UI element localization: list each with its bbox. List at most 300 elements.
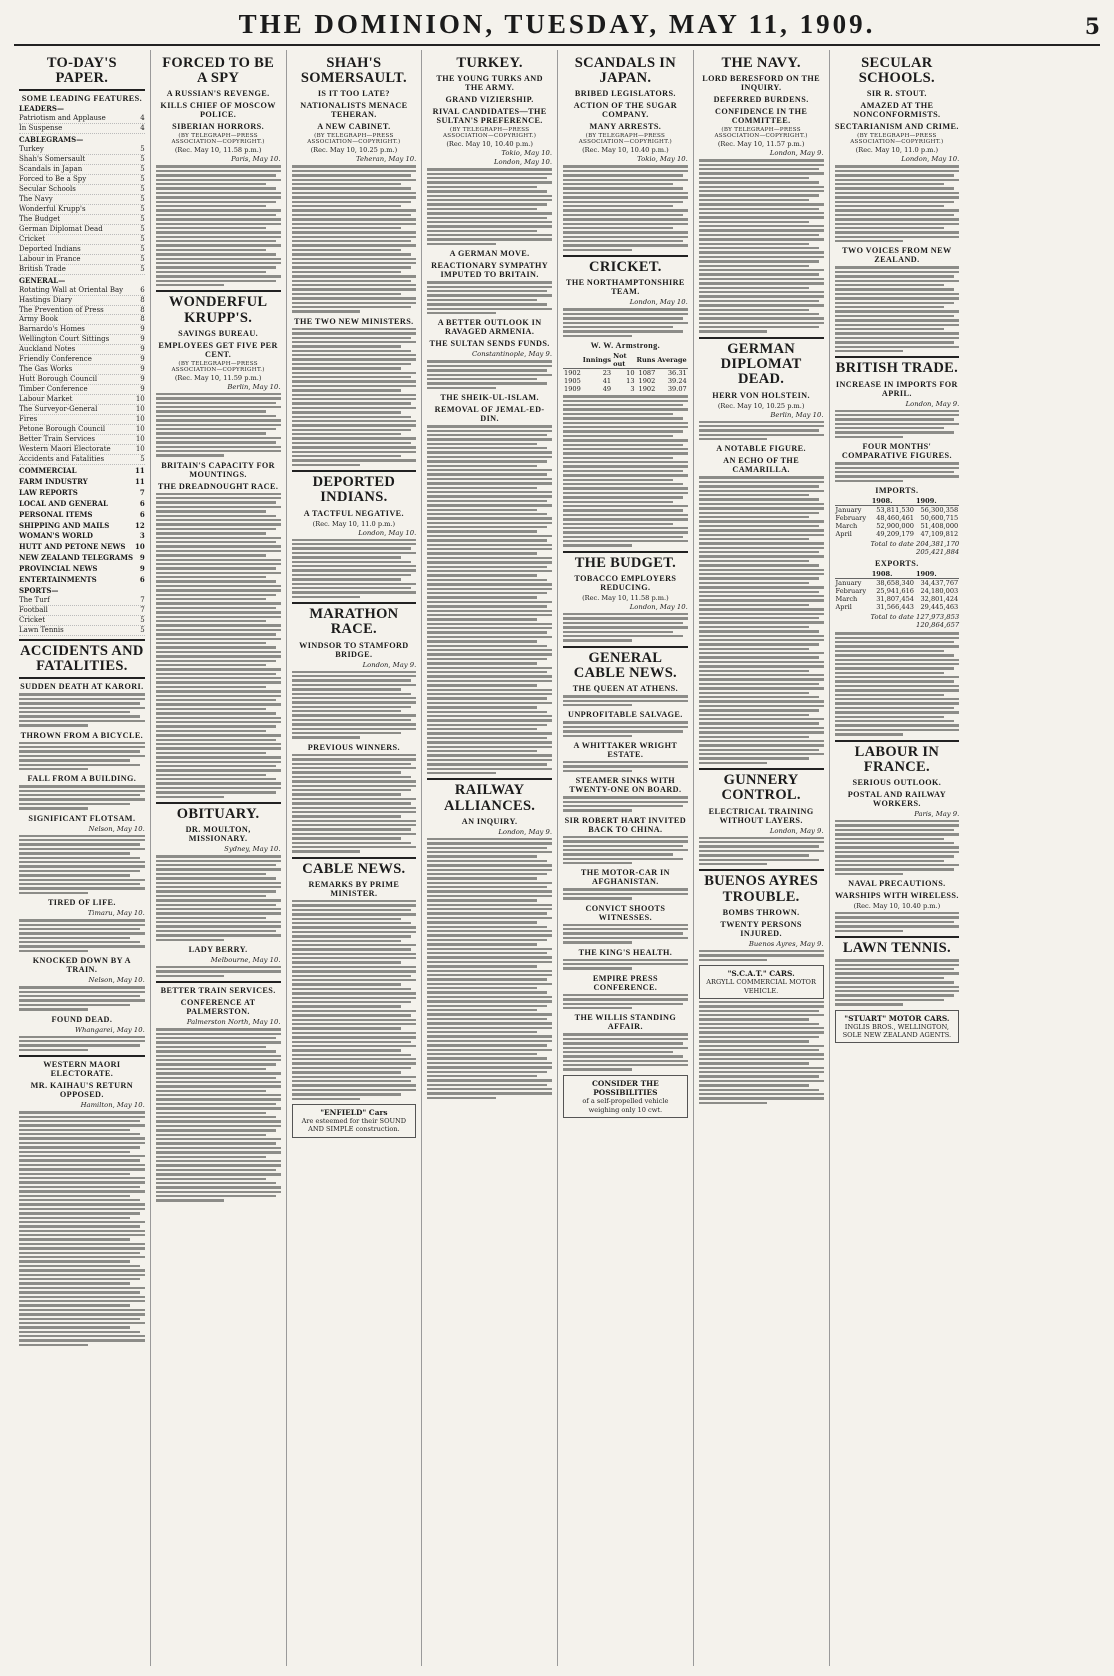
subheading: STEAMER SINKS WITH TWENTY-ONE ON BOARD.: [569, 776, 682, 795]
index-page: 5: [140, 195, 145, 204]
divider: [835, 740, 960, 742]
index-item: [19, 136, 145, 145]
index-item: [19, 105, 145, 114]
index-item: [19, 565, 145, 574]
subheading: CONFIDENCE IN THE COMMITTEE.: [715, 107, 808, 126]
index-page: 5: [140, 214, 145, 223]
index-label: The Surveyor-General: [19, 405, 98, 414]
article-text: [563, 308, 688, 337]
divider: [156, 981, 281, 983]
index-item: [19, 455, 145, 465]
table-header-cell: Runs: [636, 352, 657, 369]
subheading: A BETTER OUTLOOK IN RAVAGED ARMENIA.: [437, 318, 542, 337]
article-text: [835, 820, 960, 875]
train-services-heading: BETTER TRAIN SERVICES.: [160, 986, 276, 996]
article-text: [563, 796, 688, 812]
index-item: [19, 296, 145, 306]
index-page: 6: [139, 575, 145, 585]
index-item: [19, 145, 145, 155]
index-label: Labour in France: [19, 254, 81, 263]
story-heading: SUDDEN DEATH AT KARORI.: [20, 682, 144, 692]
secular-schools-heading: SECULAR SCHOOLS.: [858, 55, 935, 87]
index-page: 6: [139, 509, 145, 519]
scandals-japan-heading: SCANDALS IN JAPAN.: [574, 55, 676, 87]
index-page: 5: [140, 155, 145, 164]
received-line: (Rec. May 10, 10.40 p.m.): [853, 902, 941, 911]
article-text: [156, 855, 281, 941]
index-page: 9: [140, 345, 145, 354]
article-text: [563, 1033, 688, 1071]
subheading: THE YOUNG TURKS AND THE ARMY.: [436, 74, 543, 93]
table-header-cell: Average: [656, 352, 687, 369]
index-label: FARM INDUSTRY: [19, 476, 88, 486]
index-page: 5: [140, 145, 145, 154]
article-text: [19, 986, 145, 1010]
cricket-heading: CRICKET.: [589, 259, 662, 276]
received-line: (Rec. May 10, 11.0 p.m.): [312, 519, 396, 528]
table-row: [563, 385, 688, 393]
table-body: [835, 579, 960, 612]
column-4: [421, 50, 557, 1666]
index-label: Hastings Diary: [19, 295, 73, 304]
index-page: 5: [140, 185, 145, 194]
index-item: [19, 405, 145, 415]
cable-news-heading: CABLE NEWS.: [302, 860, 406, 877]
scat-cars-advert: [699, 965, 824, 999]
table-cell: 1905: [564, 377, 581, 386]
gunnery-control-heading: GUNNERY CONTROL.: [721, 772, 801, 804]
article-text: [156, 493, 281, 798]
index-label: In Suspense: [19, 124, 63, 133]
advert-text: INGLIS BROS., WELLINGTON, SOLE NEW ZEALAND AGENTS.: [842, 1022, 952, 1040]
index-page: 4: [140, 124, 145, 133]
subheading: REMARKS BY PRIME MINISTER.: [308, 880, 400, 899]
dateline: Melbourne, May 10.: [210, 956, 281, 965]
divider: [19, 89, 145, 91]
received-line: (Rec. May 10, 10.25 p.m.): [310, 146, 398, 155]
subheading: A WHITTAKER WRIGHT ESTATE.: [573, 741, 678, 759]
subheading: THE SHEIK-UL-ISLAM.: [440, 393, 539, 403]
article-text: [835, 632, 960, 735]
index-item: [19, 255, 145, 265]
table-cell: 49,209,179: [876, 530, 914, 539]
index-item: [19, 554, 145, 563]
table-cell: 3: [630, 385, 635, 394]
index-page: 7: [140, 606, 145, 615]
motor-vehicle-advert: [563, 1075, 688, 1118]
table-row: [835, 530, 960, 538]
credit-line: (BY TELEGRAPH—PRESS ASSOCIATION—COPYRIGHT.): [714, 127, 808, 140]
received-line: (Rec. May 10, 11.59 p.m.): [174, 373, 262, 382]
table-cell: February: [835, 514, 867, 523]
subheading: A RUSSIAN'S REVENGE.: [166, 89, 270, 99]
divider: [19, 1055, 145, 1057]
index-item: [19, 185, 145, 195]
article-text: [563, 959, 688, 970]
divider: [292, 602, 417, 604]
index-label: Timber Conference: [19, 385, 88, 394]
article-text: [699, 476, 824, 764]
divider: [19, 677, 145, 679]
article-text: [563, 695, 688, 706]
dateline: Berlin, May 10.: [227, 382, 281, 391]
subheading: TWO VOICES FROM NEW ZEALAND.: [842, 246, 952, 265]
received-line: (Rec. May 10, 11.58 p.m.): [582, 594, 669, 603]
table-cell: 29,445,463: [920, 603, 959, 612]
todays-paper-heading: TO-DAY'S PAPER.: [46, 55, 117, 87]
table-cell: 32,801,424: [920, 595, 959, 604]
index-page: 9: [140, 375, 145, 384]
budget-heading: THE BUDGET.: [574, 554, 677, 571]
dateline: Timaru, May 10.: [87, 909, 145, 918]
column-5: [557, 50, 693, 1666]
newspaper-columns: [14, 50, 1100, 1666]
credit-line: (BY TELEGRAPH—PRESS ASSOCIATION—COPYRIGHT.): [171, 133, 265, 146]
index-page: 10: [135, 444, 145, 453]
accidents-heading: ACCIDENTS AND FATALITIES.: [20, 643, 144, 675]
index-label: SHIPPING AND MAILS: [19, 520, 110, 530]
article-text: [835, 266, 960, 352]
divider: [292, 470, 417, 472]
subheading: SERIOUS OUTLOOK.: [852, 778, 942, 787]
dateline: Paris, May 10.: [231, 155, 281, 164]
imports-total: Total to date 204,381,170 205,421,884: [870, 540, 960, 557]
dateline: London, May 10.: [358, 528, 417, 537]
subheading: HERR VON HOLSTEIN.: [712, 390, 810, 400]
index-page: 9: [140, 355, 145, 364]
index-item: [19, 375, 145, 385]
index-label: LAW REPORTS: [19, 487, 78, 497]
subheading: SAVINGS BUREAU.: [178, 328, 259, 338]
index-page: 7: [140, 596, 145, 605]
column-3: [286, 50, 422, 1666]
index-item: [19, 478, 145, 487]
index-item: [19, 345, 145, 355]
column-6: [693, 50, 829, 1666]
subheading: AMAZED AT THE NONCONFORMISTS.: [853, 101, 941, 120]
subheading: REMOVAL OF JEMAL-ED-DIN.: [434, 405, 545, 424]
table-header-cell: Not out: [612, 352, 635, 369]
table-cell: 31,566,443: [876, 603, 914, 612]
index-page: 12: [135, 520, 145, 530]
divider: [835, 356, 960, 358]
index-page: 9: [140, 385, 145, 394]
stuart-cars-advert: [835, 1010, 960, 1044]
shah-heading: SHAH'S SOMERSAULT.: [300, 55, 407, 87]
article-text: [563, 165, 688, 251]
story-heading: THROWN FROM A BICYCLE.: [20, 730, 144, 740]
index-item: [19, 205, 145, 215]
table-row: [835, 514, 960, 522]
krupp-heading: WONDERFUL KRUPP'S.: [168, 294, 268, 326]
table-cell: 47,109,812: [920, 530, 959, 539]
subheading: A NOTABLE FIGURE.: [716, 444, 806, 454]
index-item: [19, 265, 145, 275]
index-item: [19, 596, 145, 606]
subheading: SIBERIAN HORRORS.: [172, 122, 265, 132]
column-2: [150, 50, 286, 1666]
article-text: [156, 165, 281, 286]
index-page: 4: [140, 114, 145, 123]
index-label: Cricket: [19, 234, 46, 243]
index-label: LEADERS—: [19, 104, 64, 114]
index-label: Scandals in Japan: [19, 165, 83, 174]
received-line: (Rec. May 10, 11.58 p.m.): [174, 146, 262, 155]
column-1: [14, 50, 150, 1666]
table-cell: 38,658,340: [876, 579, 914, 588]
subheading: NAVAL PRECAUTIONS.: [848, 879, 946, 889]
index-label: GENERAL—: [19, 275, 66, 285]
general-cable-heading: GENERAL CABLE NEWS.: [573, 649, 677, 682]
index-item: [19, 114, 145, 124]
divider: [292, 857, 417, 859]
dateline: London, May 10.: [629, 603, 688, 612]
subheading: CONVICT SHOOTS WITNESSES.: [585, 903, 666, 922]
divider: [19, 639, 145, 641]
index-label: COMMERCIAL: [19, 465, 77, 475]
turkey-heading: TURKEY.: [456, 55, 523, 71]
index-item: [19, 445, 145, 455]
article-text: [427, 360, 552, 389]
dateline: London, May 9.: [905, 399, 960, 408]
article-text: [563, 924, 688, 944]
index-label: Fires: [19, 414, 38, 423]
index-item: [19, 286, 145, 296]
subheading: AN ECHO OF THE CAMARILLA.: [723, 456, 800, 475]
article-text: [292, 328, 417, 467]
subheading: AN INQUIRY.: [461, 816, 518, 826]
table-cell: 49: [602, 385, 612, 394]
index-item: [19, 543, 145, 552]
dateline: Constantinople, May 9.: [471, 350, 552, 359]
dateline: Berlin, May 10.: [770, 410, 824, 419]
index-item: [19, 306, 145, 316]
article-text: [563, 721, 688, 737]
article-text: [19, 785, 145, 809]
dateline: Tokio, May 10.: [501, 149, 552, 158]
index-item: [19, 616, 145, 626]
index-item: [19, 315, 145, 325]
index-page: 9: [140, 365, 145, 374]
dateline: London, May 9.: [769, 149, 824, 158]
subheading: LORD BERESFORD ON THE INQUIRY.: [702, 74, 820, 93]
enfield-cars-advert: [292, 1104, 417, 1138]
subheading: INCREASE IN IMPORTS FOR APRIL.: [835, 379, 958, 398]
article-text: [699, 159, 824, 333]
index-item: [19, 355, 145, 365]
table-cell: 1087: [638, 369, 656, 378]
index-item: [19, 467, 145, 476]
subheading: LADY BERRY.: [188, 945, 248, 955]
dateline: Hamilton, May 10.: [80, 1101, 145, 1110]
index-label: British Trade: [19, 264, 66, 273]
table-row: [563, 369, 688, 378]
subheading: BOMBS THROWN.: [722, 907, 800, 917]
index-item: [19, 245, 145, 255]
index-label: Accidents and Fatalities: [19, 454, 105, 463]
index-label: CABLEGRAMS—: [19, 135, 84, 145]
subheading: THE QUEEN AT ATHENS.: [572, 684, 679, 694]
cricket-player: W. W. Armstrong.: [590, 341, 661, 351]
article-text: [835, 462, 960, 482]
exports-label: EXPORTS.: [875, 559, 919, 569]
index-label: PERSONAL ITEMS: [19, 509, 93, 519]
dateline: London, May 10.: [629, 298, 688, 307]
lawn-tennis-heading: LAWN TENNIS.: [842, 940, 951, 957]
index-page: 9: [139, 553, 145, 563]
article-text: [19, 835, 145, 894]
index-page: 5: [140, 165, 145, 174]
exports-table: [835, 570, 960, 611]
table-cell: 1902: [638, 385, 656, 394]
subheading: UNPROFITABLE SALVAGE.: [568, 710, 683, 720]
index-item: [19, 335, 145, 345]
dateline: Buenos Ayres, May 9.: [748, 939, 824, 948]
index-label: The Turf: [19, 596, 50, 605]
article-text: [156, 966, 281, 977]
subheading: A GERMAN MOVE.: [449, 249, 530, 259]
divider: [699, 768, 824, 770]
advert-title: "ENFIELD" Cars: [320, 1107, 388, 1117]
table-header-cell: Innings: [582, 352, 612, 369]
article-text: [19, 1036, 145, 1052]
table-cell: 1902: [564, 369, 581, 378]
index-item: [19, 576, 145, 585]
index-label: Turkey: [19, 145, 44, 154]
index-page: 5: [140, 244, 145, 253]
dateline: Nelson, May 10.: [88, 976, 145, 985]
article-text: [563, 395, 688, 547]
story-heading: FOUND DEAD.: [51, 1014, 113, 1024]
table-row: [835, 579, 960, 588]
subheading: SECTARIANISM AND CRIME.: [834, 122, 959, 132]
index-label: The Budget: [19, 214, 61, 223]
article-text: [156, 393, 281, 457]
dateline: Teheran, May 10.: [356, 155, 417, 164]
article-text: [292, 754, 417, 853]
dateline: Whangarei, May 10.: [74, 1025, 145, 1034]
table-header-cell: [835, 497, 871, 506]
subheading: DR. MOULTON, MISSIONARY.: [185, 825, 251, 844]
subheading: EMPIRE PRESS CONFERENCE.: [592, 973, 658, 992]
index-item: [19, 175, 145, 185]
article-text: [699, 950, 824, 961]
subheading: A NEW CABINET.: [317, 122, 391, 132]
subheading: THE TWO NEW MINISTERS.: [294, 316, 414, 326]
index-label: Army Book: [19, 315, 59, 324]
table-cell: 50,600,715: [920, 514, 959, 523]
index-item: [19, 500, 145, 509]
dateline: Palmerston North, May 10.: [186, 1018, 281, 1027]
story-heading: SIGNIFICANT FLOTSAM.: [28, 813, 136, 823]
railway-alliances-heading: RAILWAY ALLIANCES.: [444, 782, 536, 814]
table-cell: 1909: [564, 385, 581, 394]
table-cell: February: [835, 587, 867, 596]
index-label: Barnardo's Homes: [19, 325, 85, 334]
index-item: [19, 626, 145, 636]
british-trade-heading: BRITISH TRADE.: [835, 360, 959, 377]
subheading: MANY ARRESTS.: [589, 122, 662, 132]
western-maori-heading: WESTERN MAORI ELECTORATE.: [43, 1060, 121, 1079]
index-page: 5: [140, 234, 145, 243]
index-label: The Prevention of Press: [19, 305, 104, 314]
article-text: [19, 693, 145, 726]
index-page: 7: [139, 487, 145, 497]
index-label: Secular Schools: [19, 185, 76, 194]
dateline: Nelson, May 10.: [88, 824, 145, 833]
table-header-cell: 1908.: [871, 570, 915, 579]
navy-heading: THE NAVY.: [721, 55, 801, 71]
index-page: 5: [140, 626, 145, 635]
received-line: (Rec. May 10, 11.0 p.m.): [855, 146, 939, 155]
article-text: [19, 919, 145, 952]
dateline: London, May 10.: [901, 155, 960, 164]
index-page: 9: [139, 564, 145, 574]
article-text: [427, 425, 552, 774]
story-heading: FALL FROM A BUILDING.: [27, 774, 137, 784]
article-text: [427, 168, 552, 245]
forced-spy-heading: FORCED TO BE A SPY: [162, 55, 275, 87]
index-label: The Gas Works: [19, 365, 73, 374]
index-label: Hutt Borough Council: [19, 375, 98, 384]
labour-france-heading: LABOUR IN FRANCE.: [854, 743, 940, 775]
index-label: German Diplomat Dead: [19, 224, 103, 233]
table-header-cell: [563, 352, 582, 369]
table-header-row: [835, 497, 960, 506]
advert-title: "S.C.A.T." CARS.: [727, 969, 795, 979]
article-text: [835, 912, 960, 932]
imports-label: IMPORTS.: [875, 486, 919, 496]
index-page: 11: [135, 476, 145, 486]
story-heading: KNOCKED DOWN BY A TRAIN.: [32, 956, 131, 975]
article-text: [835, 959, 960, 1005]
received-line: (Rec. May 10, 10.40 p.m.): [446, 140, 533, 149]
index-label: SPORTS—: [19, 586, 59, 596]
article-text: [292, 165, 417, 312]
table-row: [835, 587, 960, 595]
table-cell: January: [835, 579, 862, 588]
index-item: [19, 606, 145, 616]
subheading: SIR ROBERT HART INVITED BACK TO CHINA.: [564, 815, 687, 834]
table-cell: 39.24: [667, 377, 687, 386]
article-text: [563, 761, 688, 772]
article-text: [292, 671, 417, 739]
index-page: 10: [135, 542, 145, 552]
article-text: [292, 539, 417, 598]
subheading: THE KING'S HEALTH.: [578, 947, 673, 957]
index-page: 6: [140, 285, 145, 294]
index-item: [19, 124, 145, 134]
index-page: 5: [140, 254, 145, 263]
western-maori-subheading: MR. KAIHAU'S RETURN OPPOSED.: [30, 1081, 134, 1100]
advert-title: CONSIDER THE POSSIBILITIES: [592, 1078, 659, 1098]
received-line: (Rec. May 10, 10.40 p.m.): [582, 146, 669, 155]
index-label: ENTERTAINMENTS: [19, 575, 97, 585]
subheading: RIVAL CANDIDATES—THE SULTAN'S PREFERENCE.: [432, 107, 547, 126]
index-label: Better Train Services: [19, 434, 95, 443]
index-label: PROVINCIAL NEWS: [19, 564, 98, 574]
index-item: [19, 587, 145, 596]
index-page: 11: [135, 465, 145, 475]
divider: [563, 255, 688, 257]
index-item: [19, 435, 145, 445]
index-label: Cricket: [19, 616, 46, 625]
index-page: 8: [140, 315, 145, 324]
subheading: BRITAIN'S CAPACITY FOR MOUNTINGS.: [161, 460, 275, 479]
article-text: [563, 613, 688, 642]
table-row: [835, 506, 960, 515]
subheading: THE WILLIS STANDING AFFAIR.: [574, 1013, 677, 1032]
